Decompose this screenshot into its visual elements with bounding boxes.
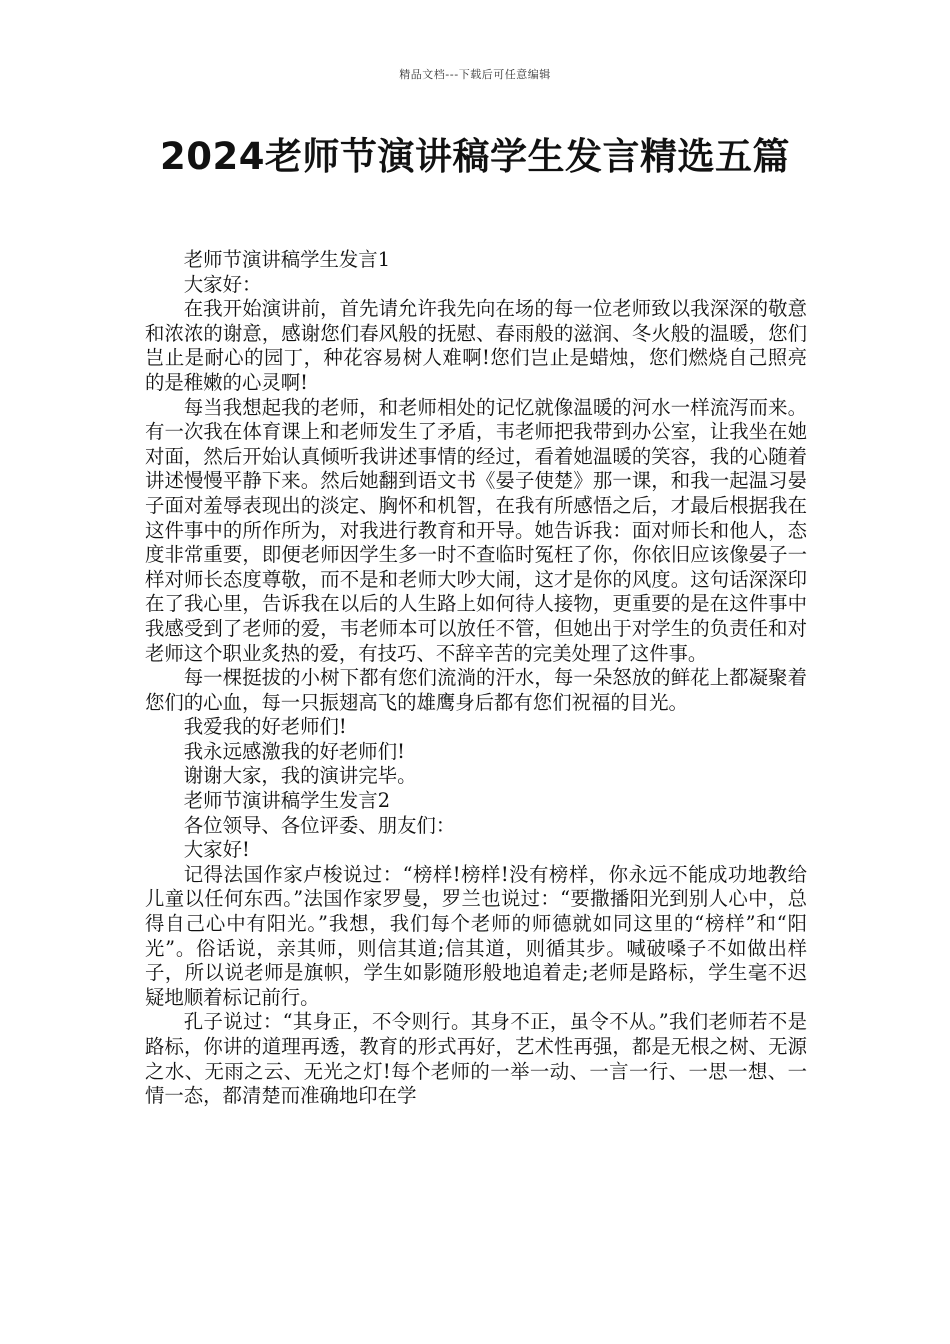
section-heading-1: 老师节演讲稿学生发言1	[183, 248, 391, 271]
body-paragraph: 每当我想起我的老师，和老师相处的记忆就像温暖的河水一样流泻而来。有一次我在体育课上和老师发生了矛盾，韦老师把我带到办公室，让我坐在她对面，然后开始认真倾听我讲述事情的经过，看着她温暖的笑容，我的心随着讲述慢慢平静下来。然后她翻到语文书《晏子使楚》那一课，和我一起温习晏子面对羞辱表现出的淡定、胸怀和机智，在我有所感悟之后，才最后根据我在这件事中的所作所为，对我进行教育和开导。她告诉我：面对师长和他人，态度非常重要，即便老师因学生多一时不查临时冤枉了你，你依旧应该像晏子一样对师长态度尊敬，而不是和老师大吵大闹，这才是你的风度。这句话深深印在了我心里，告诉我在以后的人生路上如何待人接物，更重要的是在这件事中我感受到了老师的爱，韦老师本可以放任不管，但她出于对学生的负责任和对老师这个职业炙热的爱，有技巧、不辞辛苦的完美处理了这件事。	[145, 395, 807, 665]
body-paragraph: 孔子说过：“其身正，不令则行。其身不正，虽令不从。”我们老师若不是路标，你讲的道理再透，教育的形式再好，艺术性再强，都是无根之树、无源之水、无雨之云、无光之灯!每个老师的一举一动、一言一行、一思一想、一情一态，都清楚而准确地印在学	[145, 1010, 807, 1108]
document-title: 2024老师节演讲稿学生发言精选五篇	[160, 135, 790, 178]
closing-line: 我永远感激我的好老师们!	[183, 739, 405, 763]
header-note: 精品文档---下载后可任意编辑	[399, 68, 551, 81]
salutation: 各位领导、各位评委、朋友们：	[183, 813, 456, 837]
document-body	[145, 248, 807, 1109]
body-paragraph: 每一棵挺拔的小树下都有您们流淌的汗水，每一朵怒放的鲜花上都凝聚着您们的心血，每一只振翅高飞的雄鹰身后都有您们祝福的目光。	[145, 666, 807, 714]
section-heading-2: 老师节演讲稿学生发言2	[183, 789, 391, 813]
body-paragraph: 记得法国作家卢梭说过：“榜样!榜样!没有榜样，你永远不能成功地教给儿童以任何东西。”法国作家罗曼，罗兰也说过：“要撒播阳光到别人心中，总得自己心中有阳光。”我想，我们每个老师的师德就如同这里的“榜样”和“阳光”。俗话说，亲其师，则信其道;信其道，则循其步。喊破嗓子不如做出样子，所以说老师是旗帜，学生如影随形般地追着走;老师是路标，学生毫不迟疑地顺着标记前行。	[145, 862, 807, 1009]
body-paragraph: 在我开始演讲前，首先请允许我先向在场的每一位老师致以我深深的敬意和浓浓的谢意，感谢您们春风般的抚慰、春雨般的滋润、冬火般的温暖，您们岂止是耐心的园丁，种花容易树人难啊!您们岂止是蜡烛，您们燃烧自己照亮的是稚嫩的心灵啊!	[145, 297, 807, 394]
greeting: 大家好：	[183, 272, 262, 296]
closing-line: 谢谢大家，我的演讲完毕。	[183, 764, 417, 788]
greeting: 大家好!	[183, 838, 250, 862]
closing-line: 我爱我的好老师们!	[183, 715, 347, 739]
